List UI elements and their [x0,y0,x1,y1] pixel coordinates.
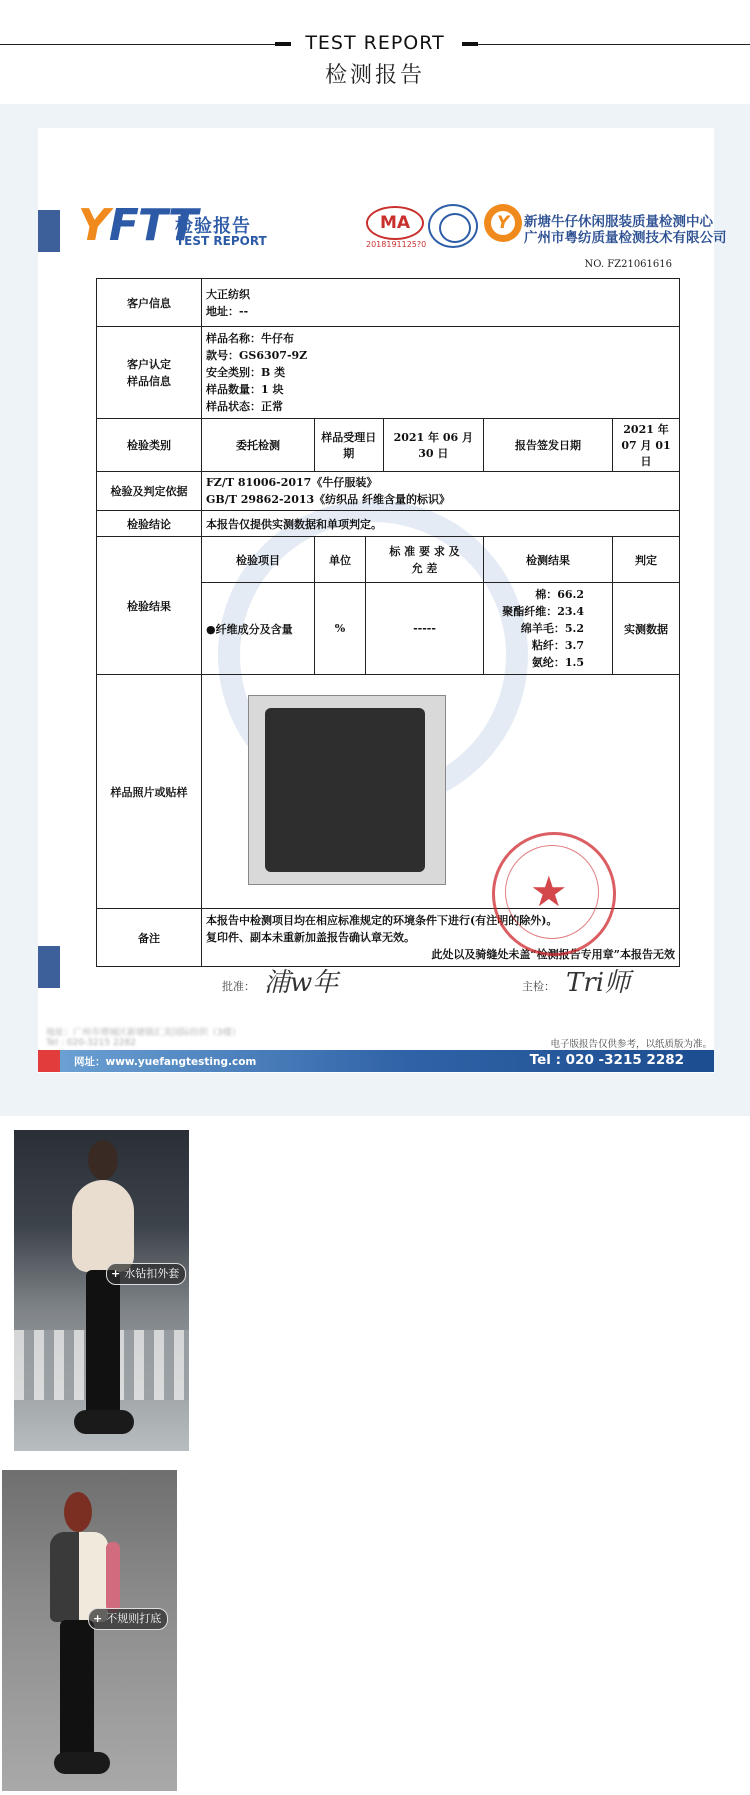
sample-line: 样品数量：1 块 [206,383,284,396]
review-label: 主检： [522,980,555,993]
remark-line: 此处以及骑缝处未盖“检测报告专用章”本报告无效 [431,948,675,961]
blurred-tel-line: Tel : 020-3215 2282 [46,1038,136,1048]
col-requirement-header [366,537,484,583]
plus-icon: + [93,1612,103,1625]
remark-line: 本报告中检测项目均在相应标准规定的环境条件下进行(有注明的除外)。 [206,914,558,927]
test-results-cell [484,583,613,675]
test-judgement: 实测数据 [613,583,680,675]
cma-mark-text: MA [379,213,411,233]
product-tag-label: 不规则打底 [106,1612,162,1625]
approve-signature: 浦w年 [264,968,339,998]
test-requirement: ----- [366,583,484,675]
photo-label: 样品照片或贴样 [97,675,202,909]
report-side-tab-bottom [38,946,60,988]
basis-cell [202,472,680,511]
sample-line: 安全类别：B 类 [206,366,286,379]
yf-circle-logo-icon: Y [484,204,522,242]
header-title-en: TEST REPORT [305,32,445,54]
issued-date-value: 2021 年 07 月 01 日 [613,419,680,472]
model-slippers [74,1410,134,1434]
test-item: ●纤维成分及含量 [202,583,315,675]
col-requirement-2: 允 差 [411,561,438,575]
customer-name: 大正纺织 [206,287,250,301]
model-sleeve [106,1542,120,1612]
blurred-address [46,1025,241,1048]
accreditation-seal-icon [428,204,478,248]
sample-line: 款号：GS6307-9Z [206,349,308,362]
remark-line: 复印件、副本未重新加盖报告确认章无效。 [206,931,415,944]
model-head [64,1492,92,1532]
org-name-line2: 广州市粤纺质量检测技术有限公司 [524,230,727,246]
sample-info-label-1: 客户认定 [127,357,171,371]
model-head [88,1140,118,1180]
result-line: 绵羊毛：5.2 [520,622,584,635]
electronic-note: 电子版报告仅供参考，以纸质版为准。 [550,1039,712,1050]
issued-date-label: 报告签发日期 [484,419,613,472]
sample-info-cell [202,327,680,419]
cma-number: 2018191125?0 [366,240,427,249]
col-requirement-1: 标 准 要 求 及 [389,544,460,558]
blurred-address-line: 地址：广州市增城区新塘镇汇美国际纺织（3楼） [46,1028,241,1038]
sample-info-label-2: 样品信息 [127,374,171,388]
sample-photo [248,695,446,885]
report-side-tab-top [38,210,60,252]
basis-line: GB/T 29862-2013《纺织品 纤维含量的标识》 [206,493,451,506]
model-legs [86,1270,120,1420]
basis-line: FZ/T 81006-2017《牛仔服装》 [206,476,378,489]
product-tag-label: 水钻扣外套 [124,1267,180,1280]
org-name-line1: 新塘牛仔休闲服装质量检测中心 [524,214,713,230]
product-tag-2[interactable] [88,1608,168,1630]
result-line: 棉：66.2 [535,588,584,601]
result-line: 氨纶：1.5 [531,656,584,669]
sample-line: 样品状态：正常 [206,400,283,413]
denim-swatch [265,708,425,872]
sample-line: 样品名称：牛仔布 [206,332,294,345]
plus-icon: + [111,1267,121,1280]
product-thumb-2[interactable] [2,1470,177,1791]
model-legs [60,1620,94,1760]
result-line: 聚酯纤维：23.4 [502,605,584,618]
col-result-header: 检测结果 [484,537,613,583]
product-tag-1[interactable] [106,1263,186,1285]
result-line: 粘纤：3.7 [531,639,584,652]
test-unit: % [315,583,366,675]
model-slippers [54,1752,110,1774]
test-type-value: 委托检测 [202,419,315,472]
sample-info-label [97,327,202,419]
col-unit-header: 单位 [315,537,366,583]
customer-cell [202,279,680,327]
col-item-header: 检验项目 [202,537,315,583]
conclusion-label: 检验结论 [97,511,202,537]
logo-report-cn: 检验报告 [175,216,251,237]
test-type-label: 检验类别 [97,419,202,472]
report-number: NO. FZ21061616 [584,259,672,270]
cma-mark-icon [366,206,424,240]
review-signature: Tri师 [566,968,631,998]
footer-red-block [38,1050,60,1072]
footer-tel: Tel : 020 -3215 2282 [529,1052,684,1068]
results-label: 检验结果 [97,537,202,675]
received-date-label: 样品受理日期 [315,419,384,472]
remarks-label: 备注 [97,909,202,967]
approve-label: 批准： [222,980,255,993]
product-thumb-1[interactable] [14,1130,189,1451]
footer-website: 网址：www.yuefangtesting.com [74,1056,257,1068]
received-date-value: 2021 年 06 月 30 日 [383,419,483,472]
logo-report-en: TEST REPORT [176,234,267,248]
col-judge-header: 判定 [613,537,680,583]
conclusion-value: 本报告仅提供实测数据和单项判定。 [202,511,680,537]
yftt-logo: YFTT [78,200,197,251]
model-coat [72,1180,134,1272]
customer-address: 地址：-- [206,304,249,318]
red-star-stamp-icon: ★ [492,832,616,956]
basis-label: 检验及判定依据 [97,472,202,511]
header-title-cn: 检测报告 [324,63,425,88]
customer-label: 客户信息 [97,279,202,327]
